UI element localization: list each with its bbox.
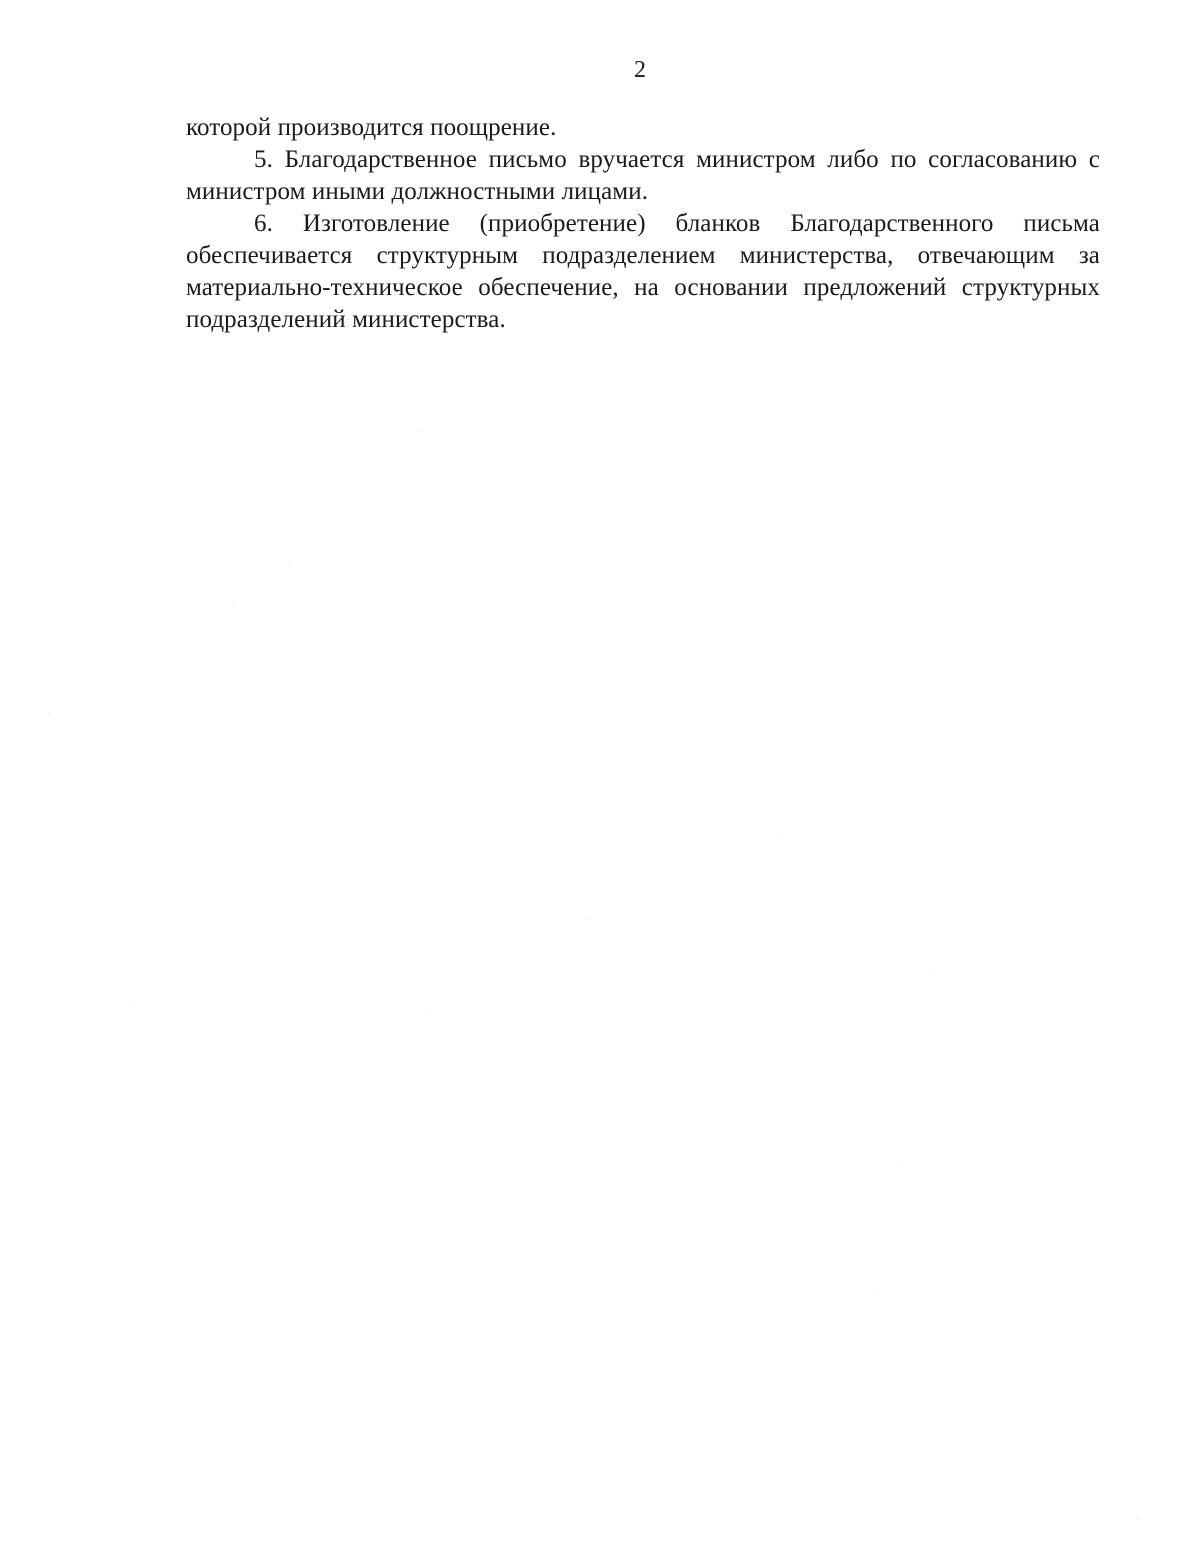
document-body xyxy=(186,112,1100,336)
paragraph-continuation: которой производится поощрение. xyxy=(186,114,557,141)
scan-speck xyxy=(1136,1518,1137,1519)
scan-speck xyxy=(586,918,587,919)
scan-speck xyxy=(288,562,289,563)
page-number: 2 xyxy=(634,57,646,83)
scan-speck xyxy=(420,430,421,431)
scan-speck xyxy=(232,604,233,605)
paragraph-item-6: 6. Изготовление (приобретение) бланков Благодарственного письма обеспечивается структурным подразделением министерства, отвечающим за материально-техническое обеспечение, на основании предложений структурных подразделений министерства. xyxy=(186,210,1100,333)
paragraph-item-5: 5. Благодарственное письмо вручается министром либо по согласованию с министром иными должностными лицами. xyxy=(186,146,1100,205)
scan-speck xyxy=(48,712,49,713)
scan-speck xyxy=(782,832,783,833)
scan-speck xyxy=(426,1012,427,1013)
scan-speck xyxy=(900,1162,901,1163)
scan-speck xyxy=(130,1002,131,1003)
scan-speck xyxy=(878,1288,879,1289)
scan-speck xyxy=(930,972,931,973)
